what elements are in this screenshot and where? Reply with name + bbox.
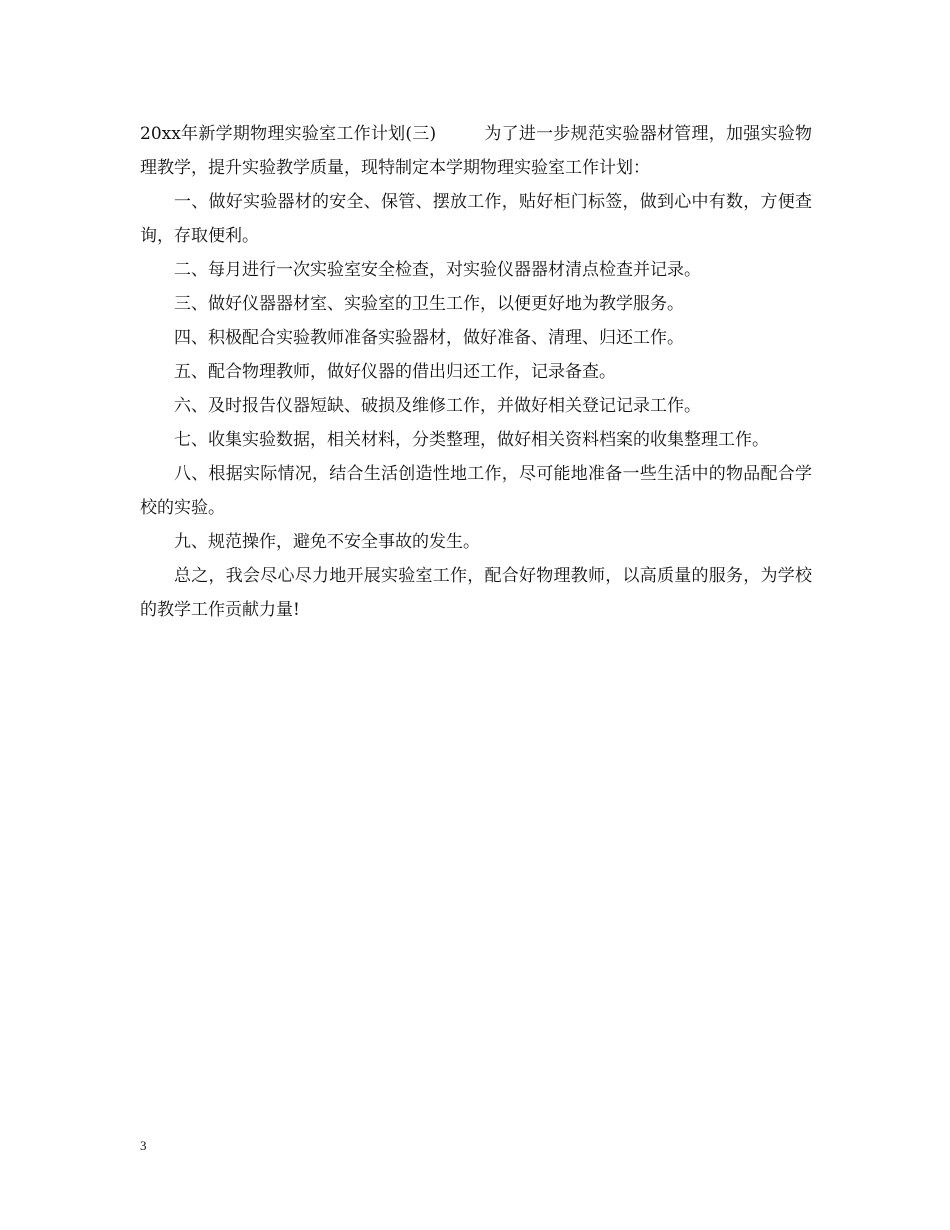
plan-item-4: 四、积极配合实验教师准备实验器材，做好准备、清理、归还工作。 (174, 328, 684, 348)
plan-item-9: 九、规范操作，避免不安全事故的发生。 (174, 532, 480, 552)
plan-item-8: 八、根据实际情况，结合生活创造性地工作，尽可能地准备一些生活中的物品配合学校的实验。 (140, 464, 812, 518)
page-number: 3 (140, 1138, 147, 1153)
plan-item-5: 五、配合物理教师，做好仪器的借出归还工作，记录备查。 (174, 362, 616, 382)
intro-text: 为了进一步规范实验器材管理，加强实验物理教学，提升实验教学质量，现特制定本学期物理实验室工作计划： (140, 124, 812, 178)
conclusion-paragraph: 总之，我会尽心尽力地开展实验室工作，配合好物理教师，以高质量的服务，为学校的教学工作贡献力量! (140, 566, 812, 620)
plan-item-2: 二、每月进行一次实验室安全检查，对实验仪器器材清点检查并记录。 (174, 260, 701, 280)
title-and-intro-paragraph (140, 117, 812, 185)
document-title: 20xx年新学期物理实验室工作计划(三) (140, 124, 437, 144)
document-body (140, 117, 812, 627)
plan-item-7: 七、收集实验数据，相关材料，分类整理，做好相关资料档案的收集整理工作。 (174, 430, 769, 450)
plan-item-6: 六、及时报告仪器短缺、破损及维修工作，并做好相关登记记录工作。 (174, 396, 701, 416)
plan-item-3: 三、做好仪器器材室、实验室的卫生工作，以便更好地为教学服务。 (174, 294, 684, 314)
plan-item-1: 一、做好实验器材的安全、保管、摆放工作，贴好柜门标签，做到心中有数，方便查询，存取便利。 (140, 192, 812, 246)
